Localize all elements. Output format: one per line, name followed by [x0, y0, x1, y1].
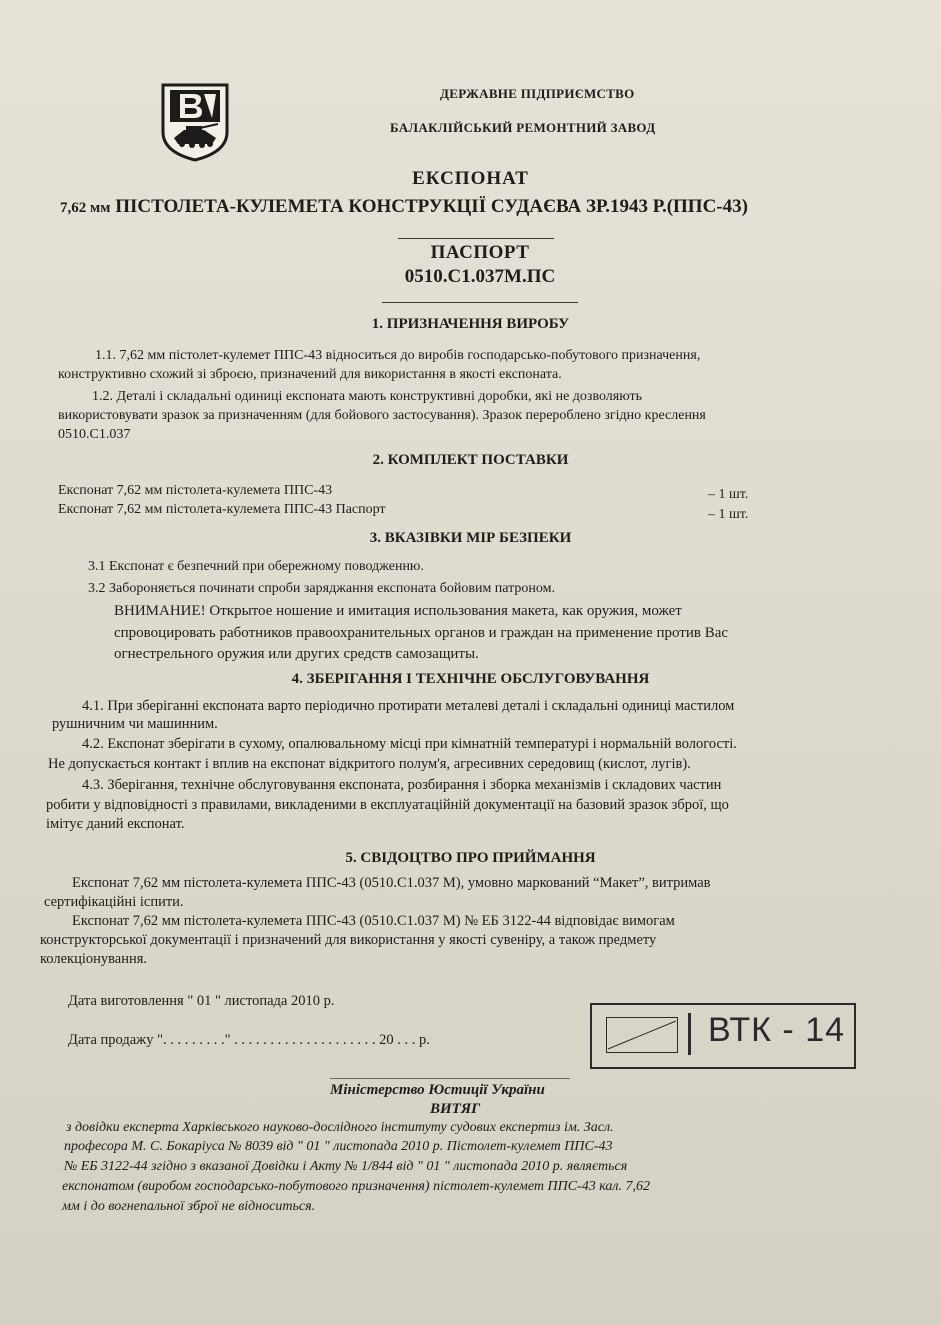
sale-date: Дата продажу ". . . . . . . . ." . . . . . . . . . . . . . . . . . . . . 20 . . . р.: [68, 1032, 430, 1048]
s5-line2: сертифікаційні іспити.: [44, 894, 184, 910]
section-2-heading: 2. КОМПЛЕКТ ПОСТАВКИ: [372, 452, 569, 468]
stamp-text: ВТК - 14: [708, 1011, 846, 1049]
s5-line1: Експонат 7,62 мм пістолета-кулемета ППС-43 (0510.С1.037 М), умовно маркований “Макет”, витримав: [72, 875, 711, 891]
s5-line4: конструкторської документації і призначений для використання у якості сувеніру, а також предмету: [40, 932, 657, 948]
s1-p1-line1: 1.1. 7,62 мм пістолет-кулемет ППС-43 відноситься до виробів господарсько-побутового призначення,: [95, 348, 701, 363]
s1-p1-line2: конструктивно схожий зі зброєю, призначений для використання в якості експоната.: [58, 367, 562, 382]
s1-p2-line2: використовувати зразок за призначенням (для бойового застосування). Зразок перероблено згідно креслення: [58, 408, 706, 423]
s5-line3: Експонат 7,62 мм пістолета-кулемета ППС-43 (0510.С1.037 М) № ЕБ 3122-44 відповідає вимогам: [72, 913, 675, 929]
kit-qty-2: – 1 шт.: [708, 507, 749, 522]
s4-line4: Не допускається контакт і вплив на експонат відкритого полум'я, агресивних середовищ (кислот, лугів).: [48, 756, 691, 772]
s1-p2-line1: 1.2. Деталі і складальні одиниці експоната мають конструктивні доробки, які не дозволяють: [92, 389, 642, 404]
s3-warning-line2: спровоцировать работников правоохранительных органов и граждан на применение против Вас: [114, 625, 729, 641]
exhibit-subtitle: [60, 196, 920, 218]
kit-item-1: Експонат 7,62 мм пістолета-кулемета ППС-43: [58, 483, 333, 498]
s4-line6: робити у відповідності з правилами, викладеними в експлуатаційній документації на базовий зразок зброї, що: [46, 797, 729, 813]
s4-line2: рушничним чи машинним.: [52, 716, 218, 732]
qc-stamp: [590, 1003, 856, 1069]
s4-line5: 4.3. Зберігання, технічне обслуговування експоната, розбирання і зборка механізмів і складових частин: [82, 777, 722, 793]
caliber-prefix: 7,62 мм: [60, 200, 111, 216]
section-5-heading: 5. СВІДОЦТВО ПРО ПРИЙМАННЯ: [345, 850, 596, 866]
ministry-name: Міністерство Юстиції України: [330, 1082, 545, 1098]
stamp-divider: [688, 1013, 691, 1055]
s3-line2: 3.2 Забороняється починати спроби заряджання експоната бойовим патроном.: [88, 581, 556, 596]
exhibit-title: ЕКСПОНАТ: [412, 168, 529, 189]
divider: [382, 302, 578, 303]
section-1-heading: 1. ПРИЗНАЧЕННЯ ВИРОБУ: [371, 316, 570, 332]
passport-label: ПАСПОРТ: [430, 242, 530, 263]
excerpt-line3: № ЕБ 3122-44 згідно з вказаної Довідки і Акту № 1/844 від " 01 " листопада 2010 р. являється: [64, 1159, 628, 1174]
excerpt-line5: мм і до вогнепальної зброї не відноситься.: [62, 1199, 316, 1214]
s4-line3: 4.2. Експонат зберігати в сухому, опалювальному місці при кімнатній температурі і нормальній вологості.: [82, 736, 737, 752]
kit-qty-1: – 1 шт.: [708, 487, 749, 502]
excerpt-title: ВИТЯГ: [430, 1101, 481, 1117]
divider: [330, 1078, 570, 1079]
s3-warning-line1: ВНИМАНИЕ! Открытое ношение и имитация использования макета, как оружия, может: [114, 603, 682, 619]
passport-code: 0510.С1.037М.ПС: [404, 266, 556, 287]
divider: [398, 238, 554, 239]
s3-line1: 3.1 Експонат є безпечний при обережному поводженню.: [88, 559, 424, 574]
org-line-1: ДЕРЖАВНЕ ПІДПРИЄМСТВО: [440, 86, 635, 101]
section-3-heading: 3. ВКАЗІВКИ МІР БЕЗПЕКИ: [369, 530, 572, 546]
excerpt-line1: з довідки експерта Харківського науково-дослідного інституту судових експертиз ім. Засл.: [66, 1120, 614, 1135]
kit-item-2: Експонат 7,62 мм пістолета-кулемета ППС-43 Паспорт: [58, 502, 386, 517]
s4-line7: імітує даний експонат.: [46, 816, 185, 832]
excerpt-line4: експонатом (виробом господарсько-побутового призначення) пістолет-кулемет ППС-43 кал. 7,62: [62, 1179, 650, 1194]
s1-p2-line3: 0510.С1.037: [58, 427, 131, 442]
excerpt-line2: професора М. С. Бокаріуса № 8039 від " 01 " листопада 2010 р. Пістолет-кулемет ППС-43: [64, 1139, 613, 1154]
org-line-2: БАЛАКЛІЙСЬКИЙ РЕМОНТНИЙ ЗАВОД: [390, 120, 656, 135]
s5-line5: колекціонування.: [40, 951, 148, 967]
stamp-slash-icon: [606, 1017, 678, 1053]
s3-warning-line3: огнестрельного оружия или других средств самозащиты.: [114, 646, 479, 662]
factory-logo: [160, 82, 230, 162]
section-4-heading: 4. ЗБЕРІГАННЯ І ТЕХНІЧНЕ ОБСЛУГОВУВАННЯ: [291, 671, 650, 687]
weapon-name: ПІСТОЛЕТА-КУЛЕМЕТА КОНСТРУКЦІЇ СУДАЄВА ЗР.1943 Р.(ППС-43): [115, 196, 748, 217]
s4-line1: 4.1. При зберіганні експоната варто періодично протирати металеві деталі і складальні одиниці мастилом: [82, 698, 735, 714]
manufacture-date: Дата виготовлення " 01 " листопада 2010 р.: [68, 993, 335, 1009]
